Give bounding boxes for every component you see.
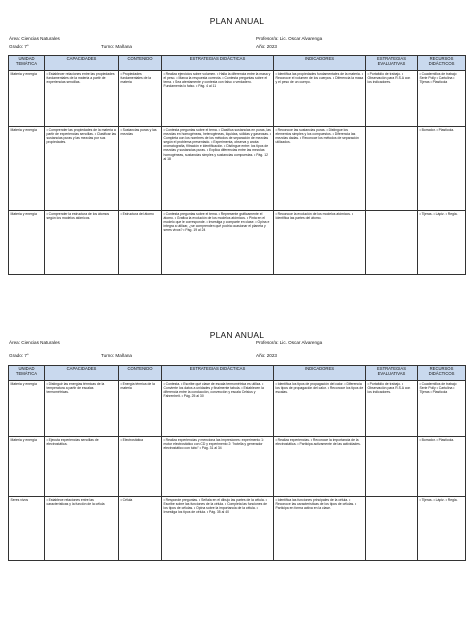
table-row xyxy=(9,127,466,211)
plan-table xyxy=(8,365,466,561)
header-unidad: UNIDAD TEMÁTICA xyxy=(9,366,45,381)
indicadores-cell: • Realiza experiencias. • Reconoce la importancia de la electrostática. • Participa activamente de las actividades. xyxy=(274,437,366,497)
unit-cell: Materia y energía xyxy=(9,381,45,437)
header-indicadores: INDICADORES xyxy=(274,366,366,381)
evaluativas-cell xyxy=(366,497,418,561)
capacidades-cell: • Establece relaciones entre las características y la función de la célula xyxy=(45,497,119,561)
table-row xyxy=(9,211,466,275)
estrategias-cell: • Responde preguntas. • Señala en el dibujo las partes de la célula. • Escribe sobre las funciones de la célula. • Completa las funciones de los tipos de células. • Opina sobre la importancia de la célula. • Investiga los tipos de célula. • Pág. 35 al 40 xyxy=(162,497,274,561)
unit-cell: Materia y energía xyxy=(9,437,45,497)
table-header-row xyxy=(9,56,466,71)
teacher-label: Profesor/a: Lic. Oscar Alvarenga xyxy=(256,36,323,41)
contenido-cell: • Electrostática xyxy=(119,437,162,497)
recursos-cell: • Tijeras. • Lápiz. • Regla. xyxy=(418,497,466,561)
estrategias-cell: • Contesta preguntas sobre el tema. • Represente gráficamente el átomo. • Grafica la evolución de los modelos atómicos. • Pinta en el modelo que le corresponde. • Investiga y comparte en clase. • Opina e integra a utilizar, ¿se comprenden qué podría ocasionar el planeta y seres vivos? • Pág. 19 al 24 xyxy=(162,211,274,275)
teacher-label: Profesor/a: Lic. Oscar Alvarenga xyxy=(256,340,323,345)
header-evaluativas: ESTRATEGIAS EVALUATIVAS xyxy=(366,56,418,71)
estrategias-cell: • Contesta preguntas sobre el tema. • Clasifica sustancias en puras, las mezclas en homogéneas, heterogéneas, líquidas, sólidas y gaseosas. • Completa con los nombres de los métodos de separación de mezclas según el problema presentado. • Experimenta, observa y anota: cromatografía, filtración e identificación. • Distingue entre: los tipos de mezclas y sustancias puras. • Explica diferencias entre las mezclas homogéneas, sustancias simples y sustancias compuestas. • Pág. 12 al 18 xyxy=(162,127,274,211)
evaluativas-cell: • Portafolio de trabajo. • Observación para R.S.A con los indicadores. xyxy=(366,71,418,127)
recursos-cell: • Borrador. • Plasticola. xyxy=(418,437,466,497)
header-recursos: RECURSOS DIDÁCTICOS xyxy=(418,56,466,71)
indicadores-cell: • Identifica las funciones principales de la célula. • Reconoce las características de los tipos de células. • Participa en forma activa en la clase. xyxy=(274,497,366,561)
plan-table xyxy=(8,55,466,275)
header-indicadores: INDICADORES xyxy=(274,56,366,71)
evaluativas-cell: • Portafolio de trabajo. • Observación para R.S.A con los indicadores. xyxy=(366,381,418,437)
header-capacidades: CAPACIDADES xyxy=(45,56,119,71)
table-row xyxy=(9,437,466,497)
header-estrategias: ESTRATEGIAS DIDÁCTICAS xyxy=(162,366,274,381)
shift-label: Turno: Mañana xyxy=(101,353,132,358)
year-label: Año: 2023 xyxy=(256,353,277,358)
header-recursos: RECURSOS DIDÁCTICOS xyxy=(418,366,466,381)
indicadores-cell: • Identifica los tipos de propagación del calor. • Diferencia los tipos de propagación del calor. • Reconoce los tipos de escalas. xyxy=(274,381,366,437)
unit-cell: Seres vivos xyxy=(9,497,45,561)
evaluativas-cell xyxy=(366,127,418,211)
table-header-row xyxy=(9,366,466,381)
recursos-cell: • Cuadernillos de trabajo Serie Polly • Cartulina • Tijeras • Plasticola xyxy=(418,71,466,127)
evaluativas-cell xyxy=(366,211,418,275)
header-capacidades: CAPACIDADES xyxy=(45,366,119,381)
contenido-cell: • Sustancias puras y las mezclas xyxy=(119,127,162,211)
page-title: PLAN ANUAL xyxy=(209,16,265,26)
recursos-cell: • Tijeras. • Lápiz. • Regla. xyxy=(418,211,466,275)
estrategias-cell: • Contesta. • Escribe qué clase de escala termométrica es utiliza. • Convierte los datos a unidades y finalmente tabula. • Establecen la diferencia entre la conducción, convección y escala Celsius y Fahrenheit. • Pág. 25 al 30 xyxy=(162,381,274,437)
estrategias-cell: • Realiza ejercicios sobre volumen. • Halla la diferencia entre la masa y el peso. • Marca la respuesta correcta. • Contesta preguntas sobre el tema. • Sea atentamente y contesta con falso o verdadero. Fundamenta lo falso. • Pág. 4 al 11 xyxy=(162,71,274,127)
table-row xyxy=(9,381,466,437)
page-title: PLAN ANUAL xyxy=(209,330,265,340)
header-estrategias: ESTRATEGIAS DIDÁCTICAS xyxy=(162,56,274,71)
capacidades-cell: • Distinguir las energías térmicas de la temperatura a partir de escalas termométricas. xyxy=(45,381,119,437)
area-label: Área: Ciencias Naturales xyxy=(9,340,60,345)
area-label: Área: Ciencias Naturales xyxy=(9,36,60,41)
header-contenido: CONTENIDO xyxy=(119,56,162,71)
contenido-cell: • Célula xyxy=(119,497,162,561)
header-evaluativas: ESTRATEGIAS EVALUATIVAS xyxy=(366,366,418,381)
table-row xyxy=(9,71,466,127)
estrategias-cell: • Realiza experiencias y menciona las impresiones: experimento 1: motor electrostático con CD y experimento 2: "botella y generador electrostático con tubo" • Pág. 31 al 34 xyxy=(162,437,274,497)
capacidades-cell: • Comprender las propiedades de la materia a partir de experiencias sencillas. • Clasificar las sustancias puras y las mezclas por sus propiedades. xyxy=(45,127,119,211)
indicadores-cell: • Identifica las propiedades fundamentales de la materia. • Reconoce el volumen de los cuerpos. • Diferencia la masa y el peso de un cuerpo. xyxy=(274,71,366,127)
capacidades-cell: • Establecer relaciones entre las propiedades fundamentales de la materia a partir de experiencias sencillas. xyxy=(45,71,119,127)
table-row xyxy=(9,497,466,561)
shift-label: Turno: Mañana xyxy=(101,44,132,49)
grade-label: Grado: 7° xyxy=(9,353,29,358)
unit-cell: Materia y energía xyxy=(9,71,45,127)
contenido-cell: • Estructura del átomo xyxy=(119,211,162,275)
indicadores-cell: • Reconoce las sustancias puras. • Distingue los elementos simples y los compuestos. • Diferencia las mezclas dadas. • Reconoce los métodos de separación utilizados. xyxy=(274,127,366,211)
year-label: Año: 2023 xyxy=(256,44,277,49)
unit-cell: Materia y energía xyxy=(9,127,45,211)
contenido-cell: • Energía térmica de la materia xyxy=(119,381,162,437)
recursos-cell: • Cuadernillos de trabajo Serie Polly • Cartulina • Tijeras • Plasticola xyxy=(418,381,466,437)
grade-label: Grado: 7° xyxy=(9,44,29,49)
contenido-cell: • Propiedades fundamentales de la materia xyxy=(119,71,162,127)
capacidades-cell: • Ejecuta experiencias sencillas de electrostática. xyxy=(45,437,119,497)
header-unidad: UNIDAD TEMÁTICA xyxy=(9,56,45,71)
evaluativas-cell xyxy=(366,437,418,497)
indicadores-cell: • Reconoce la evolución de los modelos atómicos. • Identifica las partes del átomo. xyxy=(274,211,366,275)
recursos-cell: • Borrador. • Plasticola. xyxy=(418,127,466,211)
capacidades-cell: • Comprender la estructura de los átomos según los modelos atómicos. xyxy=(45,211,119,275)
header-contenido: CONTENIDO xyxy=(119,366,162,381)
unit-cell: Materia y energía xyxy=(9,211,45,275)
